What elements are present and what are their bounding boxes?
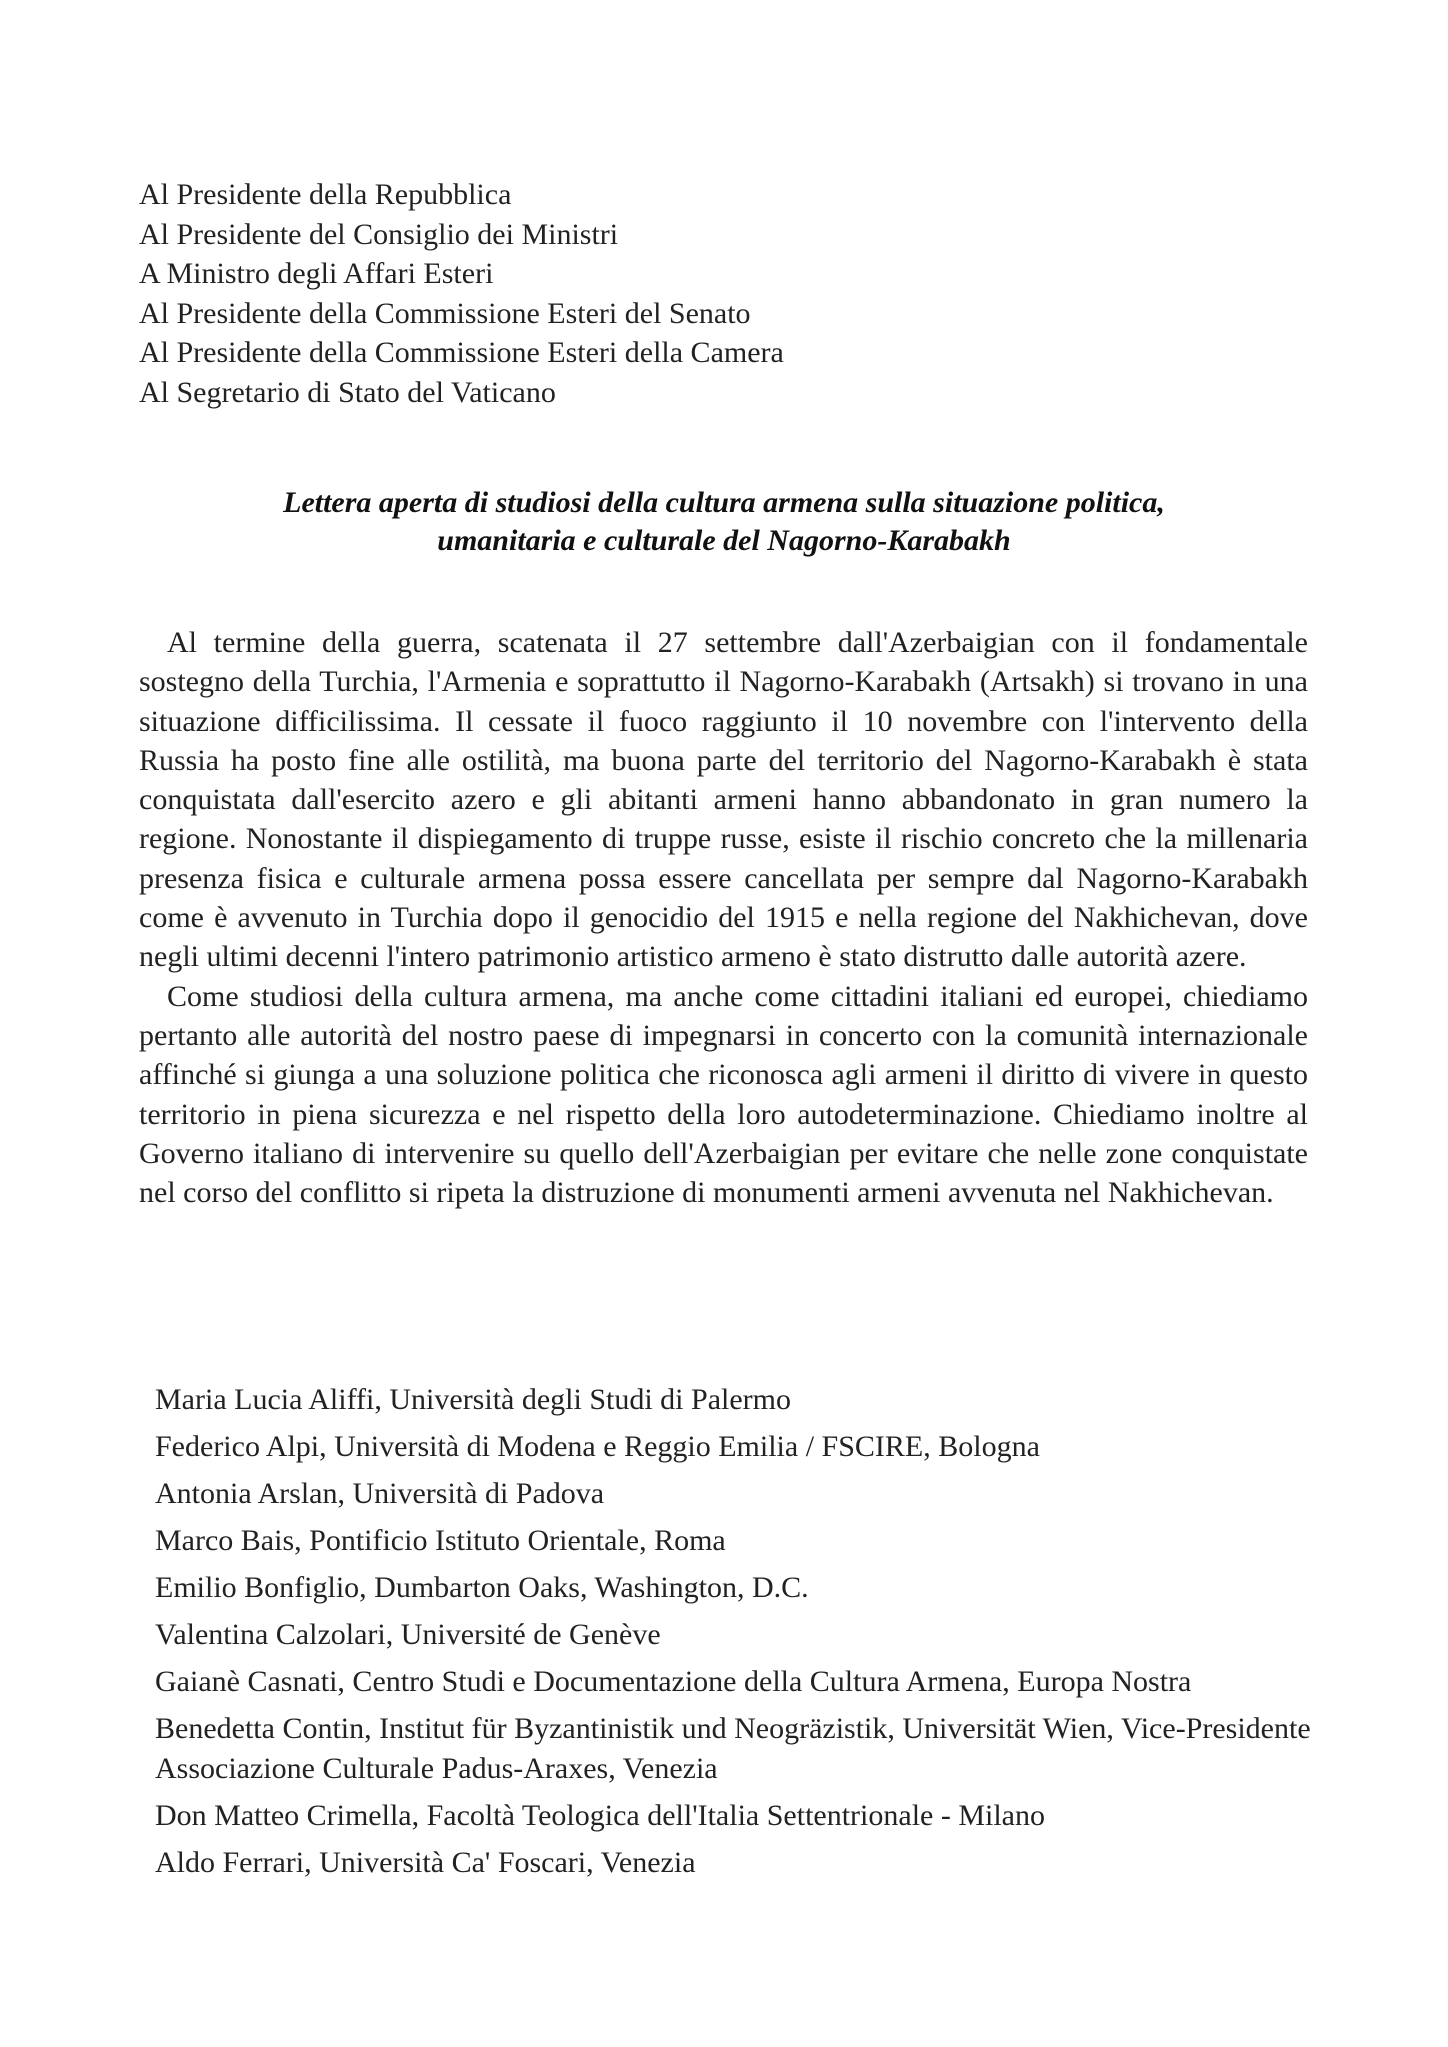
addressee-line: Al Presidente della Repubblica <box>139 178 512 211</box>
signatory-entry: Gaianè Casnati, Centro Studi e Documentazione della Cultura Armena, Europa Nostra <box>155 1665 1192 1698</box>
letter-title <box>139 484 1309 560</box>
letter-body <box>139 623 1308 1212</box>
signatory-entry: Valentina Calzolari, Université de Genève <box>155 1618 661 1651</box>
signatory-entry: Aldo Ferrari, Università Ca' Foscari, Venezia <box>155 1845 696 1879</box>
letter-title-line-1: Lettera aperta di studiosi della cultura armena sulla situazione politica, <box>283 486 1165 519</box>
signatory-entry: Federico Alpi, Università di Modena e Reggio Emilia / FSCIRE, Bologna <box>155 1430 1040 1463</box>
signatory-list <box>155 1380 1315 1890</box>
addressee-line: Al Presidente della Commissione Esteri del Senato <box>139 296 751 330</box>
addressee-line: A Ministro degli Affari Esteri <box>139 257 494 290</box>
body-paragraph: Al termine della guerra, scatenata il 27 settembre dall'Azerbaigian con il fondamentale sostegno della Turchia, l'Armenia e soprattutto il Nagorno-Karabakh (Artsakh) si trovano in una situazione difficilissima. Il cessate il fuoco raggiunto il 10 novembre con l'intervento della Russia ha posto fine alle ostilità, ma buona parte del territorio del Nagorno-Karabakh è stata conquistata dall'esercito azero e gli abitanti armeni hanno abbandonato in gran numero la regione. Nonostante il dispiegamento di truppe russe, esiste il rischio concreto che la millenaria presenza fisica e culturale armena possa essere cancellata per sempre dal Nagorno-Karabakh come è avvenuto in Turchia dopo il genocidio del 1915 e nella regione del Nakhichevan, dove negli ultimi decenni l'intero patrimonio artistico armeno è stato distrutto dalle autorità azere. <box>139 626 1308 974</box>
signatory-entry: Maria Lucia Aliffi, Università degli Studi di Palermo <box>155 1383 791 1416</box>
signatory-entry: Marco Bais, Pontificio Istituto Orientale, Roma <box>155 1524 726 1557</box>
signatory-entry: Don Matteo Crimella, Facoltà Teologica dell'Italia Settentrionale - Milano <box>155 1798 1045 1832</box>
addressee-line: Al Presidente del Consiglio dei Ministri <box>139 217 619 251</box>
signatory-entry: Antonia Arslan, Università di Padova <box>155 1477 605 1510</box>
addressee-list <box>139 175 1289 412</box>
addressee-line: Al Presidente della Commissione Esteri della Camera <box>139 336 784 369</box>
signatory-entry: Benedetta Contin, Institut für Byzantinistik und Neogräzistik, Universität Wien, Vice-Presidente Associazione Culturale Padus-Araxes, Venezia <box>155 1712 1311 1785</box>
letter-title-line-2: umanitaria e culturale del Nagorno-Karabakh <box>437 524 1011 557</box>
signatory-entry: Emilio Bonfiglio, Dumbarton Oaks, Washington, D.C. <box>155 1571 809 1604</box>
body-paragraph: Come studiosi della cultura armena, ma anche come cittadini italiani ed europei, chiediamo pertanto alle autorità del nostro paese di impegnarsi in concerto con la comunità internazionale affinché si giunga a una soluzione politica che riconosca agli armeni il diritto di vivere in questo territorio in piena sicurezza e nel rispetto della loro autodeterminazione. Chiediamo inoltre al Governo italiano di intervenire su quello dell'Azerbaigian per evitare che nelle zone conquistate nel corso del conflitto si ripeta la distruzione di monumenti armeni avvenuta nel Nakhichevan. <box>139 979 1308 1210</box>
addressee-line: Al Segretario di Stato del Vaticano <box>139 375 556 409</box>
